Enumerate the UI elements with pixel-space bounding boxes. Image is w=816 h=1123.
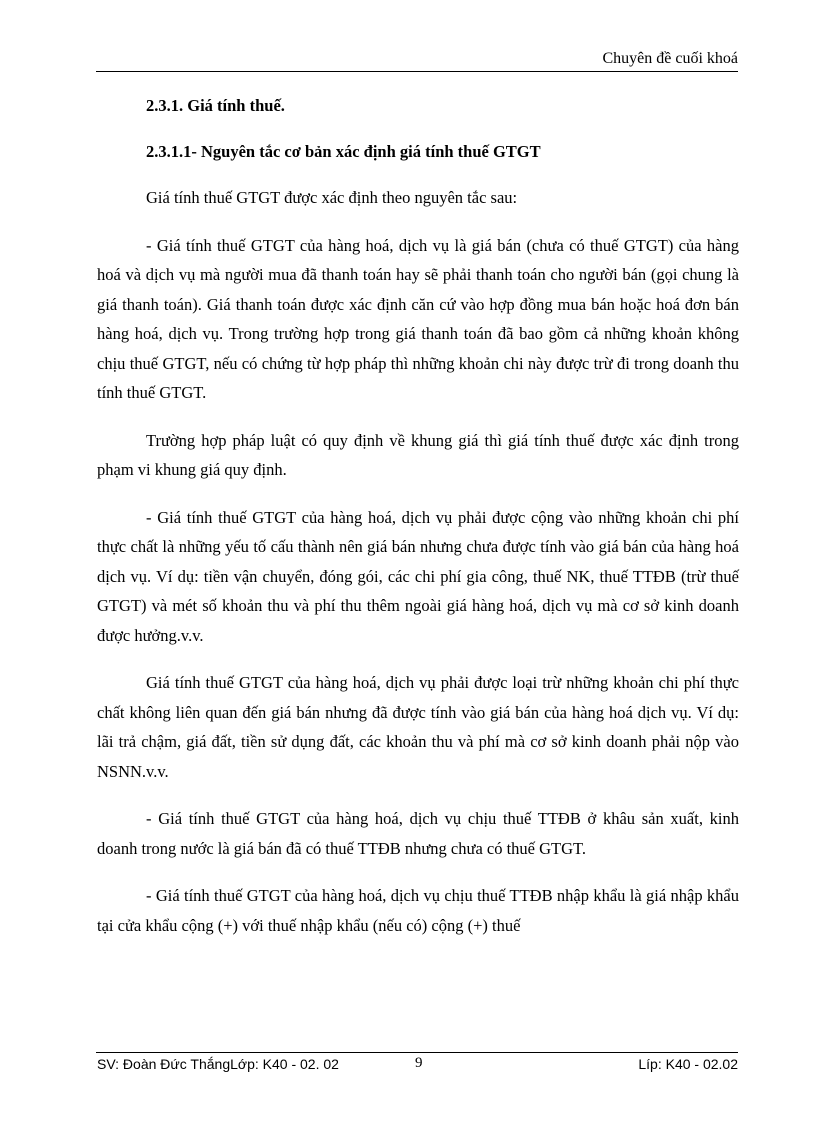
paragraph: - Giá tính thuế GTGT của hàng hoá, dịch vụ chịu thuế TTĐB nhập khẩu là giá nhập khẩu tại cửa khẩu cộng (+) với thuế nhập khẩu (nếu có) cộng (+) thuế [97, 886, 739, 935]
footer-class-info: Líp: K40 - 02.02 [638, 1056, 738, 1072]
footer-divider [96, 1052, 738, 1053]
running-header: Chuyên đề cuối khoá [602, 50, 738, 67]
page-body [97, 93, 739, 940]
paragraph: - Giá tính thuế GTGT của hàng hoá, dịch vụ là giá bán (chưa có thuế GTGT) của hàng hoá và dịch vụ mà người mua đã thanh toán hay sẽ phải thanh toán cho người bán (gọi chung là giá thanh toán). Giá thanh toán được xác định căn cứ vào hợp đồng mua bán hoặc hoá đơn bán hàng hoá, dịch vụ. Trong trường hợp trong giá thanh toán đã bao gồm cả những khoản không chịu thuế GTGT, nếu có chứng từ hợp pháp thì những khoản chi này được trừ đi trong doanh thu tính thuế GTGT. [97, 235, 739, 402]
footer-student-info: SV: Đoàn Đức ThắngLớp: K40 - 02. 02 [97, 1056, 339, 1072]
page-number: 9 [415, 1055, 423, 1071]
paragraph: - Giá tính thuế GTGT của hàng hoá, dịch vụ phải được cộng vào những khoản chi phí thực chất là những yếu tố cấu thành nên giá bán nhưng chưa được tính vào giá bán của hàng hoá dịch vụ. Ví dụ: tiền vận chuyển, đóng gói, các chi phí gia công, thuế NK, thuế TTĐB (trừ thuế GTGT) và mét số khoản thu và phí thu thêm ngoài giá hàng hoá, dịch vụ mà cơ sở kinh doanh được hưởng.v.v. [97, 507, 739, 645]
section-heading: 2.3.1. Giá tính thuế. [146, 96, 285, 115]
header-divider [96, 71, 738, 72]
paragraph: Giá tính thuế GTGT của hàng hoá, dịch vụ phải được loại trừ những khoản chi phí thực chất không liên quan đến giá bán nhưng đã được tính vào giá bán của hàng hoá dịch vụ. Ví dụ: lãi trả chậm, giá đất, tiền sử dụng đất, các khoản thu và phí mà cơ sở kinh doanh phải nộp vào NSNN.v.v. [97, 673, 739, 781]
paragraph: - Giá tính thuế GTGT của hàng hoá, dịch vụ chịu thuế TTĐB ở khâu sản xuất, kinh doanh trong nước là giá bán đã có thuế TTĐB nhưng chưa có thuế GTGT. [97, 809, 739, 858]
paragraph: Giá tính thuế GTGT được xác định theo nguyên tắc sau: [146, 188, 518, 207]
subsection-heading: 2.3.1.1- Nguyên tắc cơ bản xác định giá tính thuế GTGT [146, 142, 541, 161]
paragraph: Trường hợp pháp luật có quy định về khung giá thì giá tính thuế được xác định trong phạm vi khung giá quy định. [97, 430, 739, 479]
